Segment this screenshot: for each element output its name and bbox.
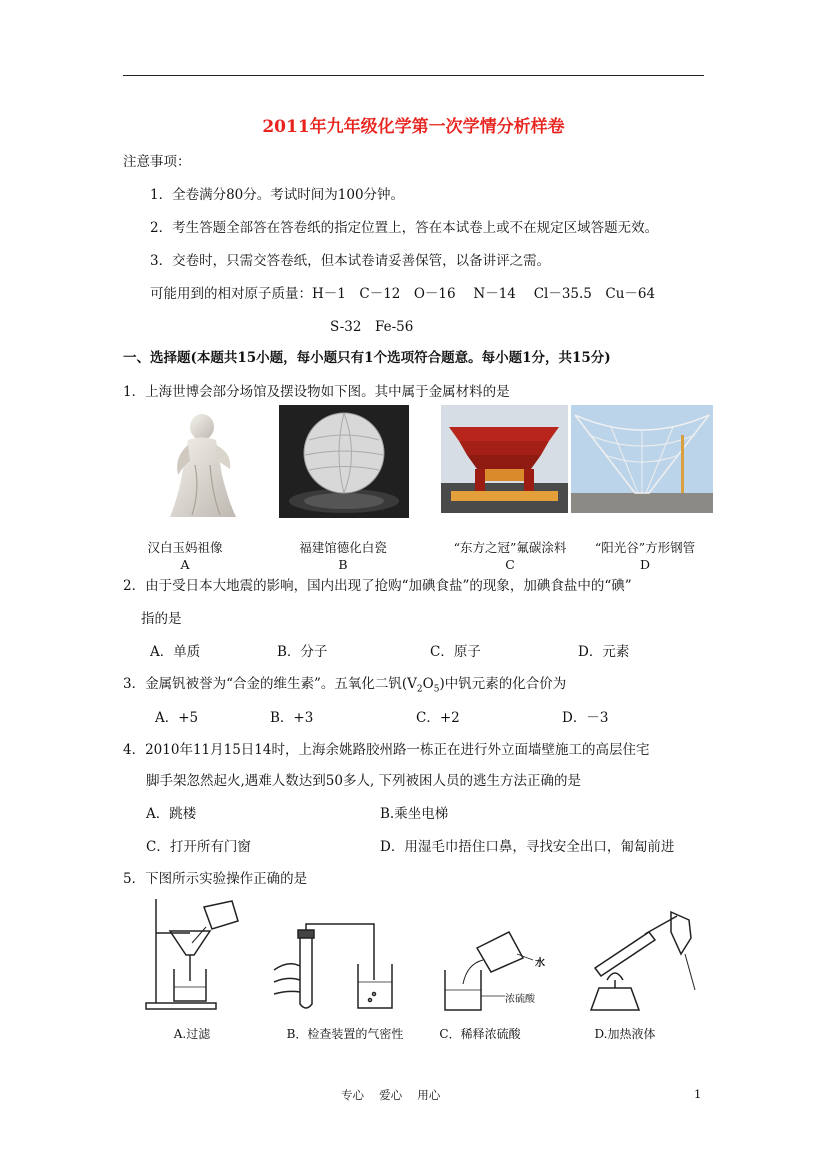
image-c-china-pavilion: [441, 405, 568, 513]
q4-option-b: B.乘坐电梯: [380, 806, 449, 822]
q5-figure-a-filtration: [140, 893, 243, 1013]
q3-stem-b: O: [422, 676, 434, 692]
atomic-mass-line-2: S-32 Fe-56: [330, 319, 414, 335]
q3-stem-a: 3．金属钒被誉为“合金的维生素”。五氧化二钒(V: [123, 676, 417, 692]
q3-stem: [123, 672, 566, 695]
q5-stem: 5．下图所示实验操作正确的是: [123, 871, 308, 887]
page-number: 1: [694, 1087, 702, 1101]
notice-item-1: 1．全卷满分80分。考试时间为100分钟。: [150, 187, 405, 203]
q3-stem-c: )中钒元素的化合价为: [439, 676, 567, 692]
q5-label-a: A.过滤: [173, 1027, 211, 1041]
image-b-porcelain: [279, 405, 409, 518]
q4-stem-line-2: 脚手架忽然起火,遇难人数达到50多人, 下列被困人员的逃生方法正确的是: [146, 773, 582, 789]
q1-caption-b: 福建馆德化白瓷: [299, 540, 387, 555]
q4-option-c: C．打开所有门窗: [146, 839, 251, 855]
q3-option-b: B．+3: [270, 710, 314, 726]
header-rule: [123, 75, 704, 76]
q1-caption-d: “阳光谷”方形钢管: [594, 540, 696, 555]
q5-label-d: D.加热液体: [594, 1027, 656, 1041]
q2-option-b: B．分子: [277, 644, 328, 660]
q1-letter-d: D: [639, 557, 651, 572]
q2-option-a: A．单质: [150, 644, 201, 660]
q5-label-c: C．稀释浓硫酸: [439, 1027, 521, 1041]
q1-caption-a: 汉白玉妈祖像: [147, 540, 223, 555]
q1-letter-a: A: [180, 557, 190, 572]
page-title: 2011年九年级化学第一次学情分析样卷: [262, 117, 565, 137]
q1-caption-c: “东方之冠”氟碳涂料: [453, 540, 567, 555]
label-conc-acid: 浓硫酸: [505, 994, 535, 1005]
q3-sub-1: 2: [416, 684, 423, 695]
q2-option-d: D．元素: [578, 644, 630, 660]
q4-stem-line-1: 4．2010年11月15日14时，上海余姚路胶州路一栋正在进行外立面墙壁施工的高层住宅: [123, 742, 650, 758]
q3-sub-2: 5: [433, 684, 440, 695]
image-a-statue: [140, 405, 270, 520]
notice-item-2: 2．考生答题全部答在答卷纸的指定位置上，答在本试卷上或不在规定区域答题无效。: [150, 220, 659, 236]
q5-figure-d-heating: [585, 910, 705, 1015]
q1-letter-b: B: [338, 557, 348, 572]
label-water: 水: [535, 958, 545, 969]
q3-option-d: D．－3: [562, 710, 609, 726]
q5-figure-b-airtightness: [270, 920, 410, 1013]
q4-option-a: A．跳楼: [146, 806, 197, 822]
q4-option-d: D．用湿毛巾捂住口鼻，寻找安全出口，匍匐前进: [380, 839, 675, 855]
notice-item-3: 3．交卷时，只需交答卷纸，但本试卷请妥善保管，以备讲评之需。: [150, 253, 551, 269]
q2-stem-line-2: 指的是: [141, 611, 182, 627]
atomic-mass-line-1: 可能用到的相对原子质量：H－1 C－12 O－16 N－14 Cl－35.5 Cu－64: [150, 286, 656, 302]
footer-motto: 专心 爱心 用心: [341, 1088, 441, 1102]
q3-option-c: C．+2: [416, 710, 460, 726]
notice-heading: 注意事项：: [123, 154, 191, 170]
q5-label-b: B．检查装置的气密性: [286, 1027, 404, 1041]
q2-stem-line-1: 2．由于受日本大地震的影响，国内出现了抢购“加碘食盐”的现象，加碘食盐中的“碘”: [123, 578, 632, 594]
q5-figure-c-dilution: [437, 920, 557, 1015]
q2-option-c: C．原子: [430, 644, 481, 660]
q3-option-a: A．+5: [155, 710, 199, 726]
q1-letter-c: C: [505, 557, 515, 572]
image-d-sun-valley: [571, 405, 713, 513]
q1-stem: 1．上海世博会部分场馆及摆设物如下图。其中属于金属材料的是: [123, 384, 510, 400]
section-1-heading: 一、选择题(本题共15小题，每小题只有1个选项符合题意。每小题1分，共15分): [123, 350, 611, 366]
